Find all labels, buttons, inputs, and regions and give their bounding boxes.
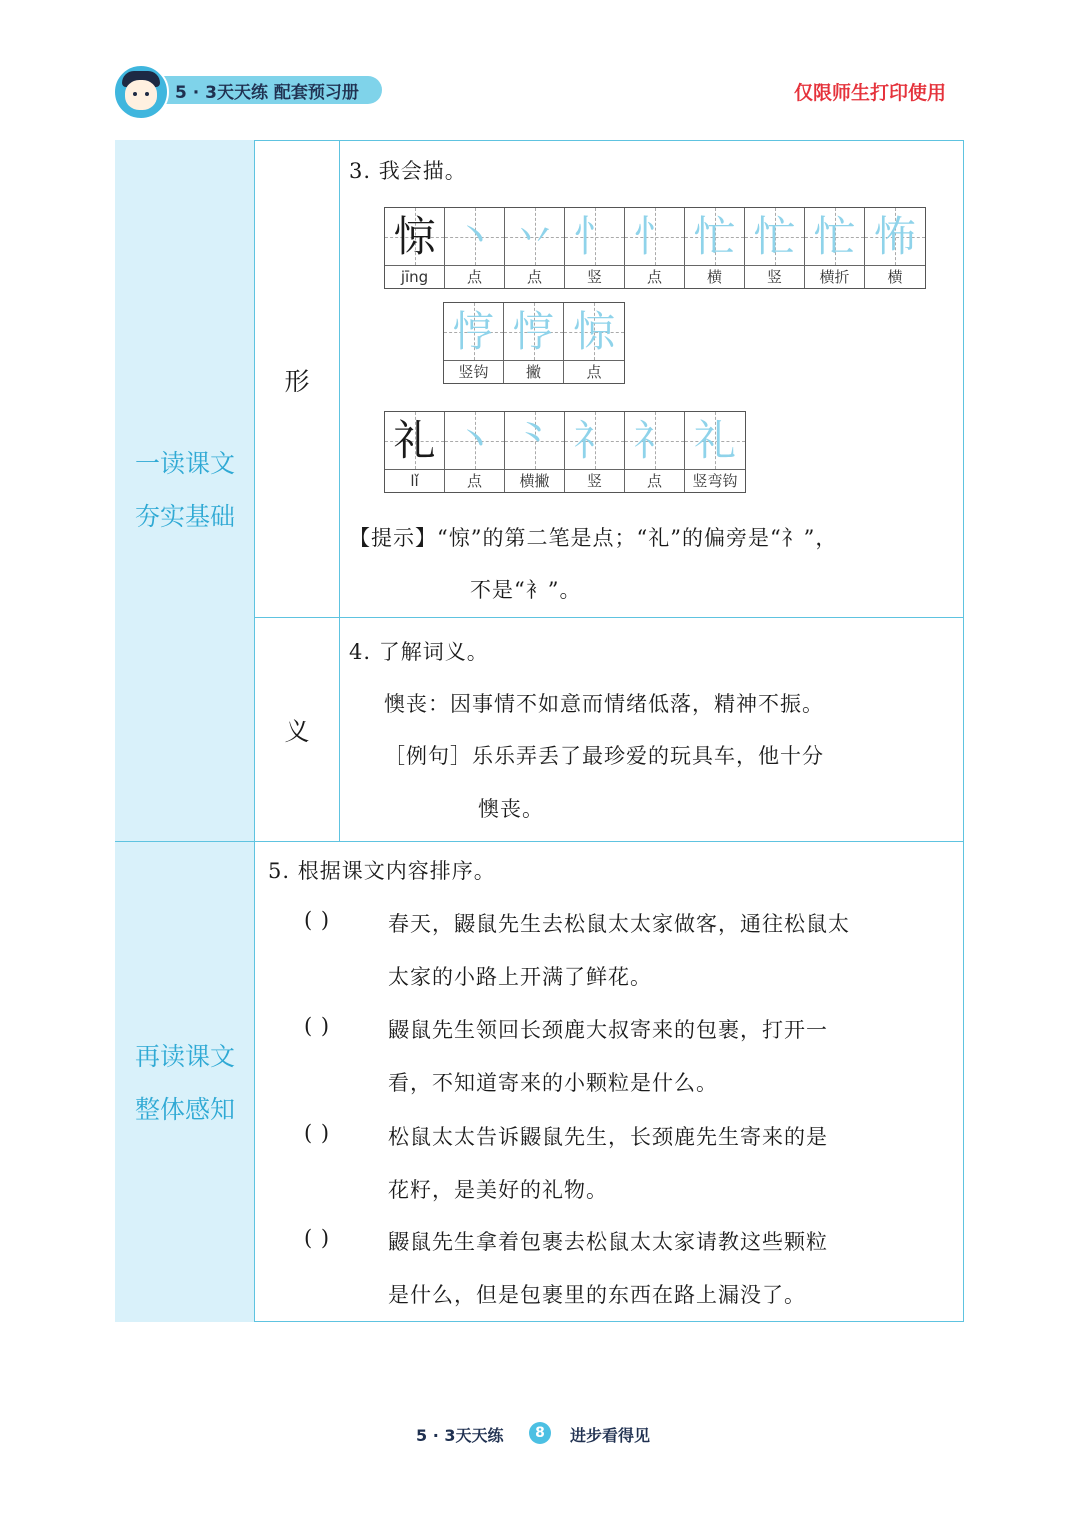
char-jing: 惊 xyxy=(393,211,436,261)
stroke-grid-li xyxy=(384,411,746,493)
stroke-glyph: 忙 xyxy=(813,211,856,261)
grid-cell xyxy=(565,412,625,492)
q5-item-text: 鼹鼠先生领回长颈鹿大叔寄来的包裹，打开一 xyxy=(388,1018,828,1042)
stroke-name: 点 xyxy=(646,268,662,286)
q3-hint-line1: 【提示】“惊”的第二笔是点；“礼”的偏旁是“礻”， xyxy=(349,526,838,550)
footer-series: 5 · 3天天练 xyxy=(416,1426,504,1445)
section-read2 xyxy=(115,842,255,1322)
grid-cell xyxy=(565,208,625,288)
pinyin-li: lǐ xyxy=(410,472,419,490)
label-meaning: 义 xyxy=(284,717,310,746)
section-read1-line1: 一读课文 xyxy=(134,449,235,478)
q5-item-text: 鼹鼠先生拿着包裹去松鼠太太家请教这些颗粒 xyxy=(388,1230,828,1254)
stroke-name: 点 xyxy=(466,472,482,490)
divider xyxy=(255,617,964,618)
stroke-name: 竖 xyxy=(586,472,602,490)
stroke-name: 竖 xyxy=(766,268,782,286)
grid-cell-main xyxy=(385,208,445,288)
stroke-name: 点 xyxy=(526,268,542,286)
grid-cell xyxy=(865,208,925,288)
answer-blank[interactable]: ( ) xyxy=(304,908,331,932)
q5-item-text: 太家的小路上开满了鲜花。 xyxy=(388,965,652,989)
stroke-glyph: 悙 xyxy=(452,306,495,356)
stroke-name: 横折 xyxy=(819,268,850,286)
stroke-name: 横撇 xyxy=(519,472,550,490)
grid-cell xyxy=(505,208,565,288)
answer-blank[interactable]: ( ) xyxy=(304,1121,331,1145)
grid-cell xyxy=(505,412,565,492)
stroke-glyph: 礻 xyxy=(633,415,676,465)
stroke-name: 点 xyxy=(646,472,662,490)
q5-item-text: 春天，鼹鼠先生去松鼠太太家做客，通往松鼠太 xyxy=(388,912,850,936)
grid-cell xyxy=(625,208,685,288)
stroke-name: 点 xyxy=(466,268,482,286)
q4-title: 4. 了解词义。 xyxy=(349,640,489,664)
q4-definition: 懊丧：因事情不如意而情绪低落，精神不振。 xyxy=(384,692,824,716)
label-form: 形 xyxy=(284,367,310,396)
grid-cell xyxy=(685,412,745,492)
series-title: 5 · 3天天练 配套预习册 xyxy=(175,83,359,103)
footer-slogan: 进步看得见 xyxy=(570,1426,651,1445)
section-read1 xyxy=(115,140,255,842)
q3-title: 3. 我会描。 xyxy=(349,159,467,183)
divider xyxy=(339,140,340,842)
pinyin-jing: jīng xyxy=(400,268,429,286)
section-read1-line2: 夯实基础 xyxy=(134,502,235,531)
stroke-glyph: 丷 xyxy=(513,211,556,261)
char-li: 礼 xyxy=(393,415,436,465)
stroke-glyph: 丶 xyxy=(453,415,496,465)
stroke-name: 竖钩 xyxy=(458,363,489,381)
stroke-glyph: 忄 xyxy=(633,211,676,261)
stroke-grid-jing-row2 xyxy=(443,302,625,384)
page-number: 8 xyxy=(529,1422,551,1444)
q3-hint-line2: 不是“衤”。 xyxy=(470,578,582,602)
grid-cell xyxy=(504,303,564,383)
stroke-glyph: 礼 xyxy=(693,415,736,465)
grid-cell xyxy=(685,208,745,288)
stroke-glyph: 忙 xyxy=(753,211,796,261)
grid-cell xyxy=(745,208,805,288)
mascot-avatar-icon xyxy=(113,64,169,120)
q5-item-text: 是什么，但是包裹里的东西在路上漏没了。 xyxy=(388,1283,806,1307)
stroke-glyph: 礻 xyxy=(573,415,616,465)
q4-example-line2: 懊丧。 xyxy=(478,797,544,821)
section-read2-line2: 整体感知 xyxy=(134,1095,235,1124)
stroke-name: 竖弯钩 xyxy=(692,472,738,490)
divider xyxy=(115,841,964,842)
grid-cell xyxy=(564,303,624,383)
grid-cell xyxy=(625,412,685,492)
section-read2-line1: 再读课文 xyxy=(134,1042,235,1071)
grid-cell xyxy=(445,412,505,492)
grid-cell xyxy=(445,208,505,288)
stroke-glyph: 忄 xyxy=(573,211,616,261)
q5-item-text: 花籽，是美好的礼物。 xyxy=(388,1178,608,1202)
stroke-glyph: 悙 xyxy=(512,306,555,356)
q5-item-text: 看，不知道寄来的小颗粒是什么。 xyxy=(388,1071,718,1095)
q5-title: 5. 根据课文内容排序。 xyxy=(268,859,496,883)
stroke-glyph: ⺀ xyxy=(513,415,556,465)
grid-cell xyxy=(444,303,504,383)
q4-example-line1: ［例句］乐乐弄丢了最珍爱的玩具车，他十分 xyxy=(384,744,824,768)
stroke-name: 点 xyxy=(586,363,602,381)
stroke-name: 撇 xyxy=(525,363,541,381)
stroke-glyph: 丶 xyxy=(453,211,496,261)
stroke-glyph: 怖 xyxy=(873,211,916,261)
answer-blank[interactable]: ( ) xyxy=(304,1014,331,1038)
stroke-grid-jing-row1 xyxy=(384,207,926,289)
q5-item-text: 松鼠太太告诉鼹鼠先生，长颈鹿先生寄来的是 xyxy=(388,1125,828,1149)
stroke-glyph: 忙 xyxy=(693,211,736,261)
stroke-glyph: 惊 xyxy=(572,306,615,356)
answer-blank[interactable]: ( ) xyxy=(304,1226,331,1250)
grid-cell xyxy=(805,208,865,288)
stroke-name: 横 xyxy=(706,268,722,286)
print-notice: 仅限师生打印使用 xyxy=(794,82,947,104)
stroke-name: 横 xyxy=(887,268,903,286)
grid-cell-main xyxy=(385,412,445,492)
stroke-name: 竖 xyxy=(586,268,602,286)
